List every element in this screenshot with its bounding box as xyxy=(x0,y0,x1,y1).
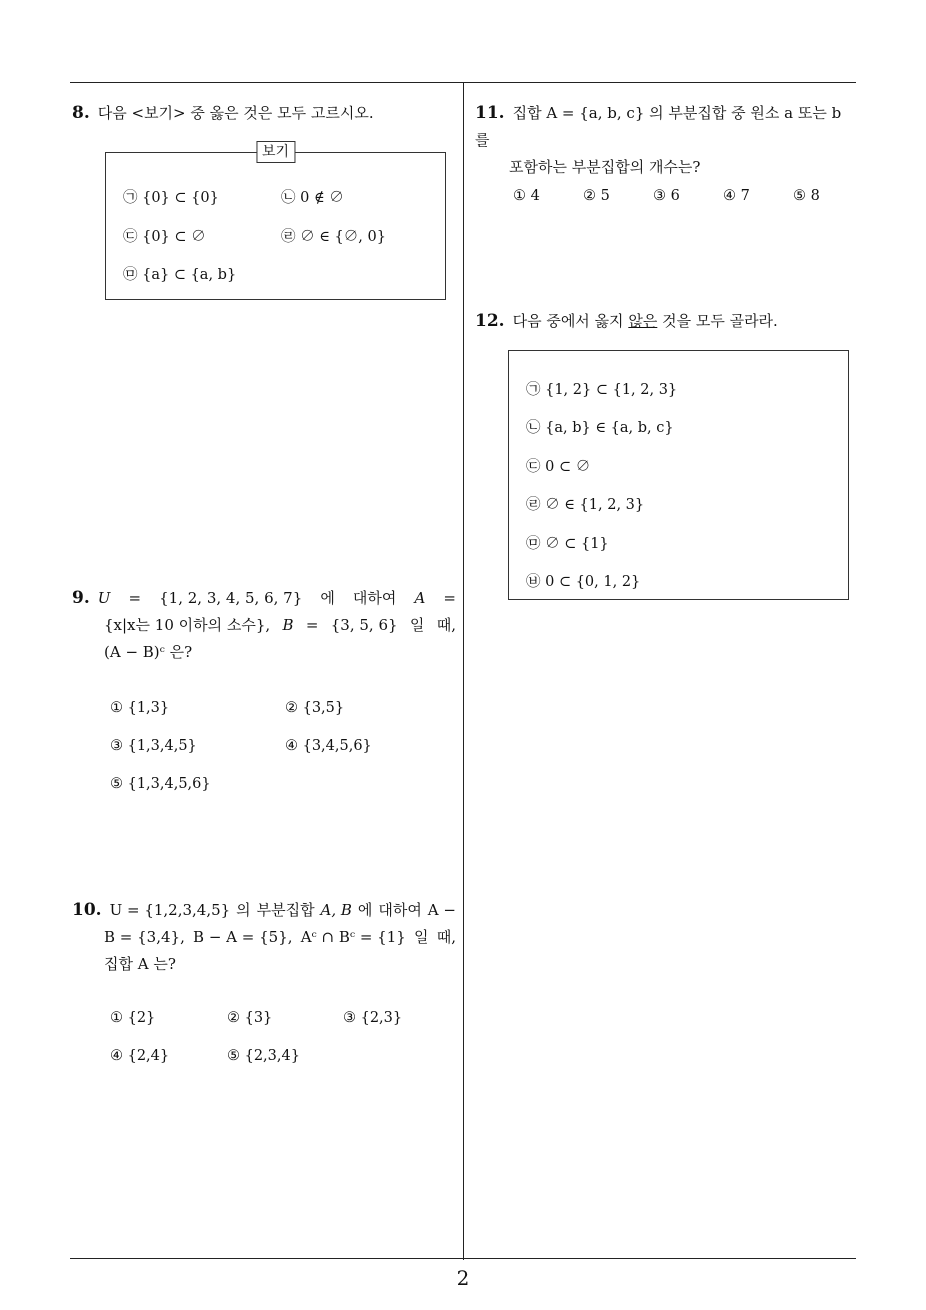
choice-item: ㉣ ∅ ∈ {∅, 0} xyxy=(281,229,386,245)
choice-item: ㉡ 0 ∉ ∅ xyxy=(281,190,344,206)
question-12 xyxy=(475,308,859,335)
question-number: 11. xyxy=(475,103,505,123)
word: 의 xyxy=(236,901,251,919)
word: 부분집합 xyxy=(256,901,315,919)
math-text: 집합 A 는? xyxy=(104,955,176,973)
choice-item: ㉠ {0} ⊂ {0} xyxy=(123,190,219,206)
math-text: A xyxy=(414,589,426,607)
question-text: 포함하는 부분집합의 개수는? xyxy=(509,158,701,176)
page-number: 2 xyxy=(456,1266,470,1290)
math-text: A − xyxy=(427,901,456,919)
math-text: B xyxy=(282,616,294,634)
box-label: 보기 xyxy=(256,141,295,163)
choice-item: ㉤ {a} ⊂ {a, b} xyxy=(123,267,237,283)
word: 대하여 xyxy=(378,901,422,919)
answer-option[interactable]: ② 5 xyxy=(583,188,610,204)
question-10 xyxy=(72,897,456,978)
underlined-word: 않은 xyxy=(628,312,658,330)
question-number: 8. xyxy=(72,103,90,123)
question-line xyxy=(475,154,859,181)
choice-item: ㉡ {a, b} ∈ {a, b, c} xyxy=(526,420,674,436)
math-text: {x|x는 10 이하의 소수}, xyxy=(104,616,271,634)
word: 일 xyxy=(414,928,429,946)
answer-option[interactable]: ② {3,5} xyxy=(285,700,345,716)
word: 에 xyxy=(357,901,373,919)
question-number: 9. xyxy=(72,588,90,608)
word: 일 xyxy=(409,616,425,634)
answer-option[interactable]: ① {2} xyxy=(110,1010,156,1026)
answer-option[interactable]: ① 4 xyxy=(513,188,540,204)
word: 때, xyxy=(436,616,456,634)
example-box xyxy=(105,144,446,300)
math-text: (A − B)ᶜ 은? xyxy=(104,643,193,661)
choice-item: ㉢ {0} ⊂ ∅ xyxy=(123,229,206,245)
answer-option[interactable]: ③ {1,3,4,5} xyxy=(110,738,197,754)
math-text: = xyxy=(305,616,319,634)
choice-item: ㉠ {1, 2} ⊂ {1, 2, 3} xyxy=(526,382,678,398)
word: 에 xyxy=(320,589,335,607)
math-text: = xyxy=(128,589,142,607)
math-text: = xyxy=(443,589,456,607)
choice-item: ㉥ 0 ⊂ {0, 1, 2} xyxy=(526,574,641,590)
answer-option[interactable]: ⑤ {2,3,4} xyxy=(227,1048,300,1064)
question-11 xyxy=(475,100,859,181)
question-9 xyxy=(72,585,456,666)
math-text: {3, 5, 6} xyxy=(330,616,398,634)
question-line xyxy=(72,639,456,666)
choice-item: ㉤ ∅ ⊂ {1} xyxy=(526,536,609,552)
answer-option[interactable]: ⑤ {1,3,4,5,6} xyxy=(110,776,211,792)
answer-option[interactable]: ③ {2,3} xyxy=(343,1010,403,1026)
question-text: 것을 모두 골라라. xyxy=(657,312,778,330)
answer-option[interactable]: ④ 7 xyxy=(723,188,750,204)
statement-box xyxy=(508,350,849,600)
question-number: 12. xyxy=(475,311,505,331)
answer-option[interactable]: ② {3} xyxy=(227,1010,273,1026)
math-text: Aᶜ ∩ Bᶜ = {1} xyxy=(300,928,406,946)
answer-option[interactable]: ③ 6 xyxy=(653,188,680,204)
column-divider xyxy=(463,83,464,1260)
math-text: A, B xyxy=(320,901,352,919)
math-text: U = {1,2,3,4,5} xyxy=(109,901,231,919)
math-text: U xyxy=(97,589,111,607)
question-text: 다음 <보기> 중 옳은 것은 모두 고르시오. xyxy=(97,104,374,122)
question-8 xyxy=(72,100,452,127)
choice-item: ㉣ ∅ ∈ {1, 2, 3} xyxy=(526,497,645,513)
question-line xyxy=(475,100,859,154)
answer-option[interactable]: ④ {3,4,5,6} xyxy=(285,738,372,754)
answer-option[interactable]: ① {1,3} xyxy=(110,700,170,716)
question-number: 10. xyxy=(72,900,102,920)
math-text: B = {3,4}, xyxy=(104,928,185,946)
question-line xyxy=(72,585,456,612)
word: 때, xyxy=(436,928,456,946)
math-text: B − A = {5}, xyxy=(193,928,293,946)
word: 대하여 xyxy=(352,589,397,607)
bottom-rule xyxy=(70,1258,856,1259)
question-line xyxy=(72,612,456,639)
question-line xyxy=(72,897,456,924)
answer-option[interactable]: ⑤ 8 xyxy=(793,188,820,204)
question-text: 다음 중에서 옳지 xyxy=(512,312,629,330)
answer-option[interactable]: ④ {2,4} xyxy=(110,1048,170,1064)
question-line xyxy=(72,951,456,978)
choice-item: ㉢ 0 ⊂ ∅ xyxy=(526,459,591,475)
math-text: {1, 2, 3, 4, 5, 6, 7} xyxy=(159,589,303,607)
question-text: 집합 A = {a, b, c} 의 부분집합 중 원소 a 또는 b 를 xyxy=(475,104,842,149)
question-line xyxy=(72,924,456,951)
